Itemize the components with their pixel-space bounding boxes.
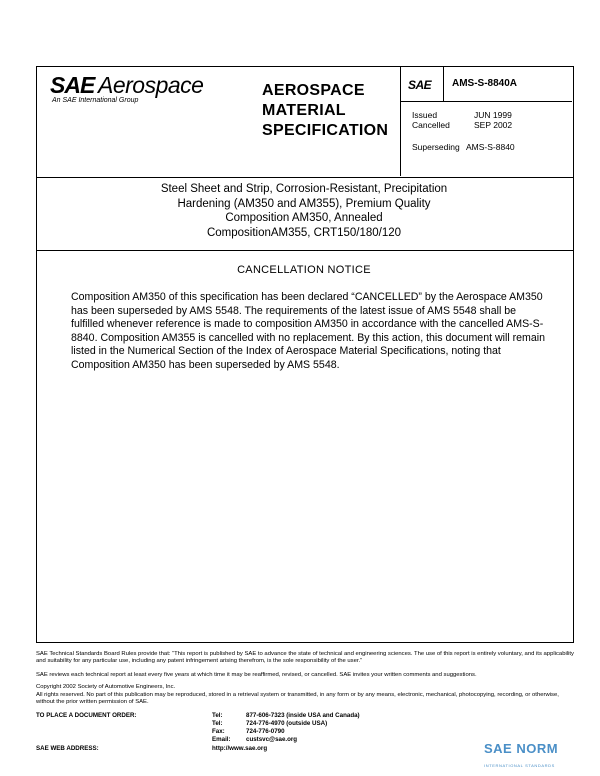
superseding-label: Superseding: [412, 142, 460, 152]
sae-norm-text: SAE NORM: [484, 741, 559, 756]
rules-text: SAE Technical Standards Board Rules provide that: “This report is published by SAE to advance the state of technical and engineering sciences. The use of this report is entirely voluntary, and its applicability and suitability for any particular use, including any patent infringement arising therefrom, is the sole responsibility of the user.”: [36, 651, 574, 665]
copyright-text: Copyright 2002 Society of Automotive Engineers, Inc.: [36, 684, 176, 690]
aerospace-logo-text: Aerospace: [98, 72, 204, 98]
rights-text: All rights reserved. No part of this publication may be reproduced, stored in a retrieval system or transmitted, in any form or by any means, electronic, mechanical, photocopying, recording, or otherwise, without the prior written permission of SAE.: [36, 692, 559, 706]
sae-mini-logo: SAE: [408, 78, 432, 92]
title-line2: Hardening (AM350 and AM355), Premium Quality: [177, 197, 431, 210]
title-line3: Composition AM350, Annealed: [225, 212, 383, 224]
document-number: AMS-S-8840A: [452, 78, 518, 89]
cancelled-label: Cancelled: [412, 120, 450, 130]
fax-label: Fax:: [212, 728, 225, 735]
document-title: [40, 182, 568, 240]
order-label: TO PLACE A DOCUMENT ORDER:: [36, 712, 137, 719]
sae-norm-logo: [484, 740, 558, 758]
web-label: SAE WEB ADDRESS:: [36, 745, 99, 752]
cancelled-value: SEP 2002: [474, 120, 513, 130]
doc-number-underline: [400, 101, 572, 102]
title-line4: CompositionAM355, CRT150/180/120: [206, 226, 402, 239]
issued-label: Issued: [412, 110, 438, 120]
tel2-value: 724-776-4970 (outside USA): [246, 720, 328, 727]
logo-subtitle: An SAE International Group: [52, 97, 139, 104]
sae-logo: SAE: [50, 72, 95, 98]
review-text: SAE reviews each technical report at least every five years at which time it may be reaffirmed, revised, or cancelled. SAE invites your written comments and suggestions.: [36, 672, 477, 678]
title-line1: Steel Sheet and Strip, Corrosion-Resistant, Precipitation: [160, 183, 448, 195]
spec-title-line3: SPECIFICATION: [262, 122, 389, 139]
web-link[interactable]: http://www.sae.org: [212, 745, 268, 752]
issued-value: JUN 1999: [474, 110, 512, 120]
tel1-label: Tel:: [212, 712, 223, 719]
superseding-value: AMS-S-8840: [466, 142, 515, 152]
tel2-label: Tel:: [212, 720, 223, 727]
notice-heading: CANCELLATION NOTICE: [237, 264, 371, 276]
spec-title-line2: MATERIAL: [262, 102, 346, 119]
spec-title-line1: AEROSPACE: [262, 82, 365, 99]
tel1-value: 877-606-7323 (inside USA and Canada): [246, 712, 360, 719]
spec-title: [262, 81, 402, 141]
fax-value: 724-776-0790: [246, 728, 285, 735]
email-value[interactable]: custsvc@sae.org: [246, 736, 298, 743]
sae-norm-small-text: INTERNATIONAL STANDARDS: [484, 763, 555, 768]
doc-number-divider: [443, 66, 444, 101]
email-label: Email:: [212, 736, 231, 743]
notice-body: Composition AM350 of this specification has been declared “CANCELLED” by the Aerospace AM350 has been superseded by AMS 5548. The requirements of the latest issue of AMS 5548 shall be fulfilled whenever reference is made to composition AM350 in accordance with the cancelled AMS-S-8840. Composition AM355 is cancelled with no replacement. By this action, this document will remain listed in the Numerical Section of the Index of Aerospace Material Specifications, noting that Composition AM350 has been superseded by AMS 5548.: [71, 291, 546, 371]
